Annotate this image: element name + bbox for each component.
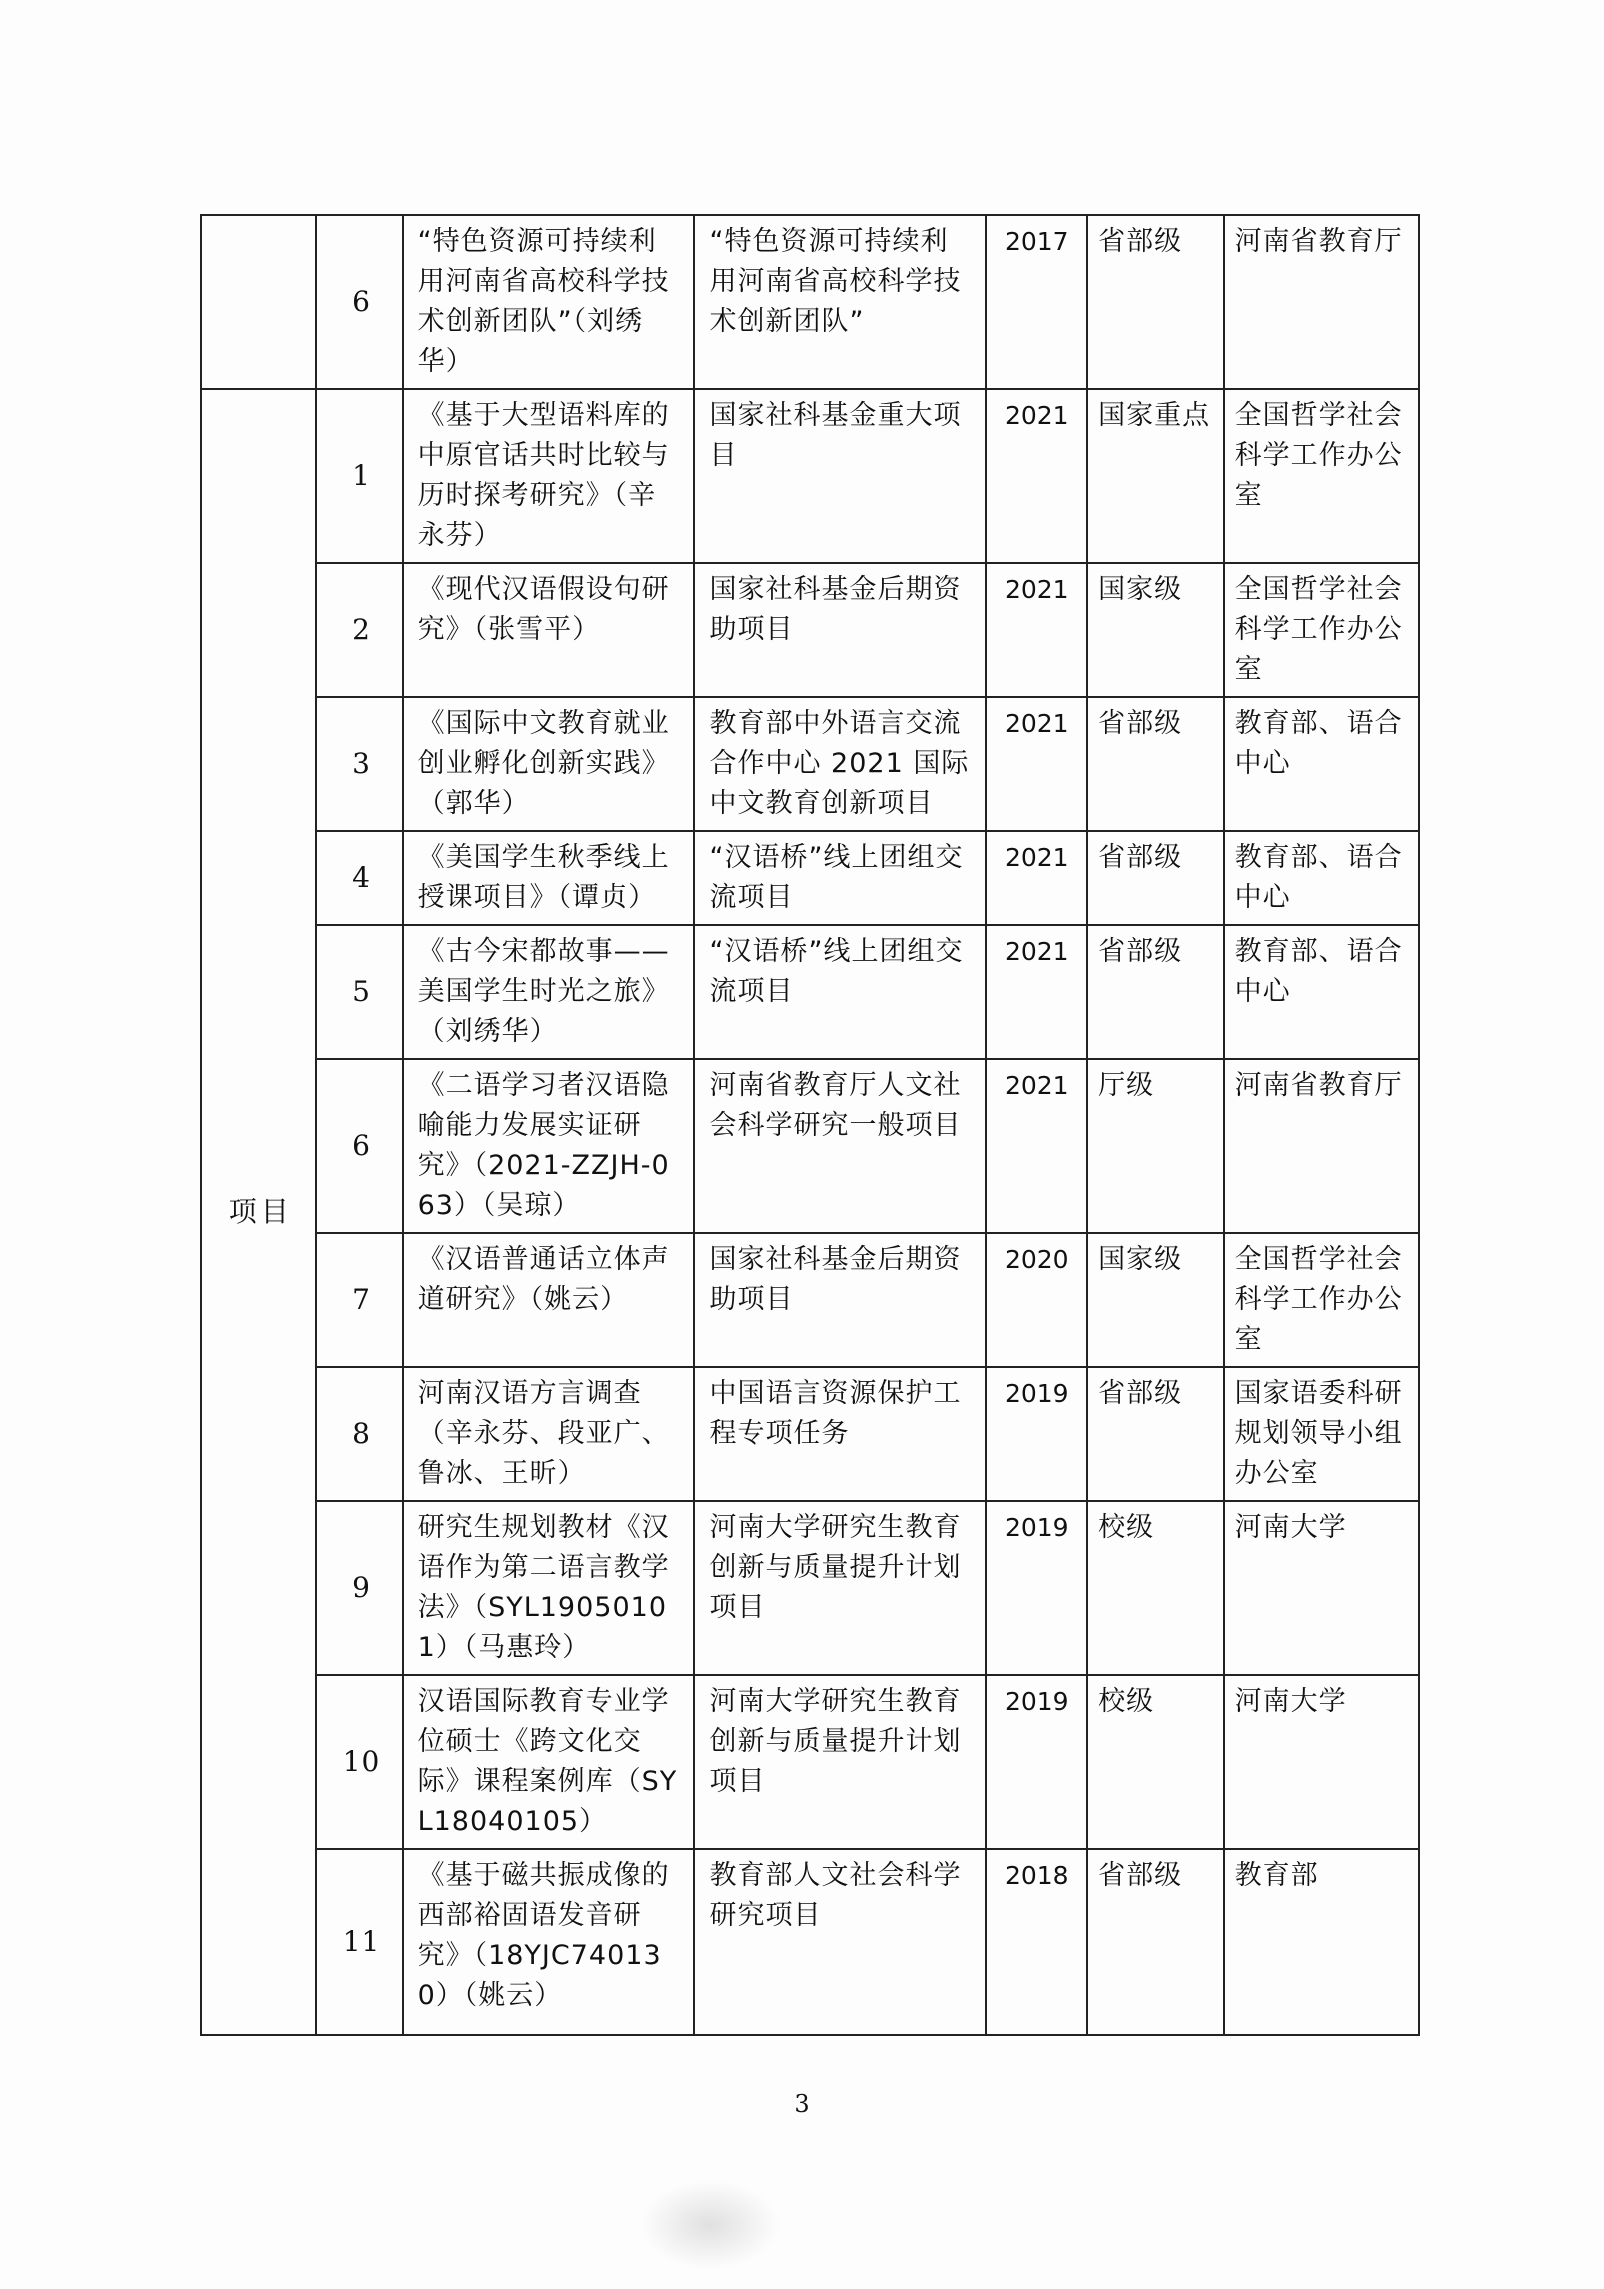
project-year: 2018 — [986, 1849, 1087, 2035]
project-level: 省部级 — [1087, 1367, 1224, 1501]
project-org: 教育部 — [1224, 1849, 1419, 2035]
project-type: 教育部人文社会科学研究项目 — [694, 1849, 986, 2035]
table-row — [201, 1675, 1419, 1849]
project-type: 国家社科基金后期资助项目 — [694, 1233, 986, 1367]
row-number: 4 — [316, 831, 402, 925]
project-type: 教育部中外语言交流合作中心 2021 国际中文教育创新项目 — [694, 697, 986, 831]
project-level: 国家级 — [1087, 1233, 1224, 1367]
page-number: 3 — [794, 2090, 810, 2118]
project-org: 河南省教育厅 — [1224, 1059, 1419, 1233]
project-type: “汉语桥”线上团组交流项目 — [694, 831, 986, 925]
project-level: 国家重点 — [1087, 389, 1224, 563]
project-type: 国家社科基金重大项目 — [694, 389, 986, 563]
row-number: 7 — [316, 1233, 402, 1367]
project-level: 厅级 — [1087, 1059, 1224, 1233]
row-number: 6 — [316, 215, 402, 389]
project-year: 2019 — [986, 1501, 1087, 1675]
project-title: 《基于大型语料库的中原官话共时比较与历时探考研究》（辛永芬） — [403, 389, 695, 563]
project-year: 2021 — [986, 925, 1087, 1059]
project-table — [200, 214, 1420, 2036]
project-level: 省部级 — [1087, 1849, 1224, 2035]
project-title: 《基于磁共振成像的西部裕固语发音研究》（18YJC740130）（姚云） — [403, 1849, 695, 2035]
row-number: 6 — [316, 1059, 402, 1233]
category-label: 项目 — [201, 389, 316, 2035]
project-type: 国家社科基金后期资助项目 — [694, 563, 986, 697]
project-org: 河南大学 — [1224, 1501, 1419, 1675]
project-type: 河南省教育厅人文社会科学研究一般项目 — [694, 1059, 986, 1233]
row-number: 3 — [316, 697, 402, 831]
project-type: 河南大学研究生教育创新与质量提升计划项目 — [694, 1501, 986, 1675]
row-number: 1 — [316, 389, 402, 563]
project-title: 研究生规划教材《汉语作为第二语言教学法》（SYL19050101）（马惠玲） — [403, 1501, 695, 1675]
row-number: 5 — [316, 925, 402, 1059]
project-org: 全国哲学社会科学工作办公室 — [1224, 563, 1419, 697]
project-org: 河南省教育厅 — [1224, 215, 1419, 389]
project-year: 2020 — [986, 1233, 1087, 1367]
table-row — [201, 1233, 1419, 1367]
project-org: 教育部、语合中心 — [1224, 925, 1419, 1059]
project-title: 《现代汉语假设句研究》（张雪平） — [403, 563, 695, 697]
project-level: 国家级 — [1087, 563, 1224, 697]
row-number: 8 — [316, 1367, 402, 1501]
project-year: 2021 — [986, 389, 1087, 563]
project-level: 省部级 — [1087, 697, 1224, 831]
project-year: 2021 — [986, 563, 1087, 697]
project-level: 校级 — [1087, 1675, 1224, 1849]
project-type: 河南大学研究生教育创新与质量提升计划项目 — [694, 1675, 986, 1849]
project-org: 全国哲学社会科学工作办公室 — [1224, 389, 1419, 563]
project-type: 中国语言资源保护工程专项任务 — [694, 1367, 986, 1501]
row-number: 10 — [316, 1675, 402, 1849]
project-year: 2021 — [986, 831, 1087, 925]
table-row — [201, 1059, 1419, 1233]
scan-smudge — [640, 2180, 780, 2270]
project-org: 教育部、语合中心 — [1224, 831, 1419, 925]
project-title: 《美国学生秋季线上授课项目》（谭贞） — [403, 831, 695, 925]
table-row — [201, 1367, 1419, 1501]
project-year: 2017 — [986, 215, 1087, 389]
project-level: 省部级 — [1087, 215, 1224, 389]
project-year: 2019 — [986, 1367, 1087, 1501]
project-year: 2019 — [986, 1675, 1087, 1849]
project-type: “特色资源可持续利用河南省高校科学技术创新团队” — [694, 215, 986, 389]
row-number: 11 — [316, 1849, 402, 2035]
project-title: 《国际中文教育就业创业孵化创新实践》（郭华） — [403, 697, 695, 831]
project-year: 2021 — [986, 1059, 1087, 1233]
project-title: 《二语学习者汉语隐喻能力发展实证研究》（2021-ZZJH-063）（吴琼） — [403, 1059, 695, 1233]
table-row — [201, 215, 1419, 389]
project-level: 校级 — [1087, 1501, 1224, 1675]
project-title: 《汉语普通话立体声道研究》（姚云） — [403, 1233, 695, 1367]
table-row — [201, 389, 1419, 563]
table-row — [201, 1849, 1419, 2035]
project-year: 2021 — [986, 697, 1087, 831]
table-row — [201, 925, 1419, 1059]
table-row — [201, 1501, 1419, 1675]
project-level: 省部级 — [1087, 831, 1224, 925]
project-org: 教育部、语合中心 — [1224, 697, 1419, 831]
project-title: 《古今宋都故事——美国学生时光之旅》（刘绣华） — [403, 925, 695, 1059]
project-level: 省部级 — [1087, 925, 1224, 1059]
project-title: “特色资源可持续利用河南省高校科学技术创新团队”（刘绣华） — [403, 215, 695, 389]
project-title: 河南汉语方言调查（辛永芬、段亚广、鲁冰、王昕） — [403, 1367, 695, 1501]
project-org: 全国哲学社会科学工作办公室 — [1224, 1233, 1419, 1367]
row-number: 9 — [316, 1501, 402, 1675]
row-number: 2 — [316, 563, 402, 697]
table-row — [201, 563, 1419, 697]
project-type: “汉语桥”线上团组交流项目 — [694, 925, 986, 1059]
project-title: 汉语国际教育专业学位硕士《跨文化交际》课程案例库（SYL18040105） — [403, 1675, 695, 1849]
project-org: 河南大学 — [1224, 1675, 1419, 1849]
category-cell-empty — [201, 215, 316, 389]
table-row — [201, 831, 1419, 925]
project-org: 国家语委科研规划领导小组办公室 — [1224, 1367, 1419, 1501]
table-row — [201, 697, 1419, 831]
